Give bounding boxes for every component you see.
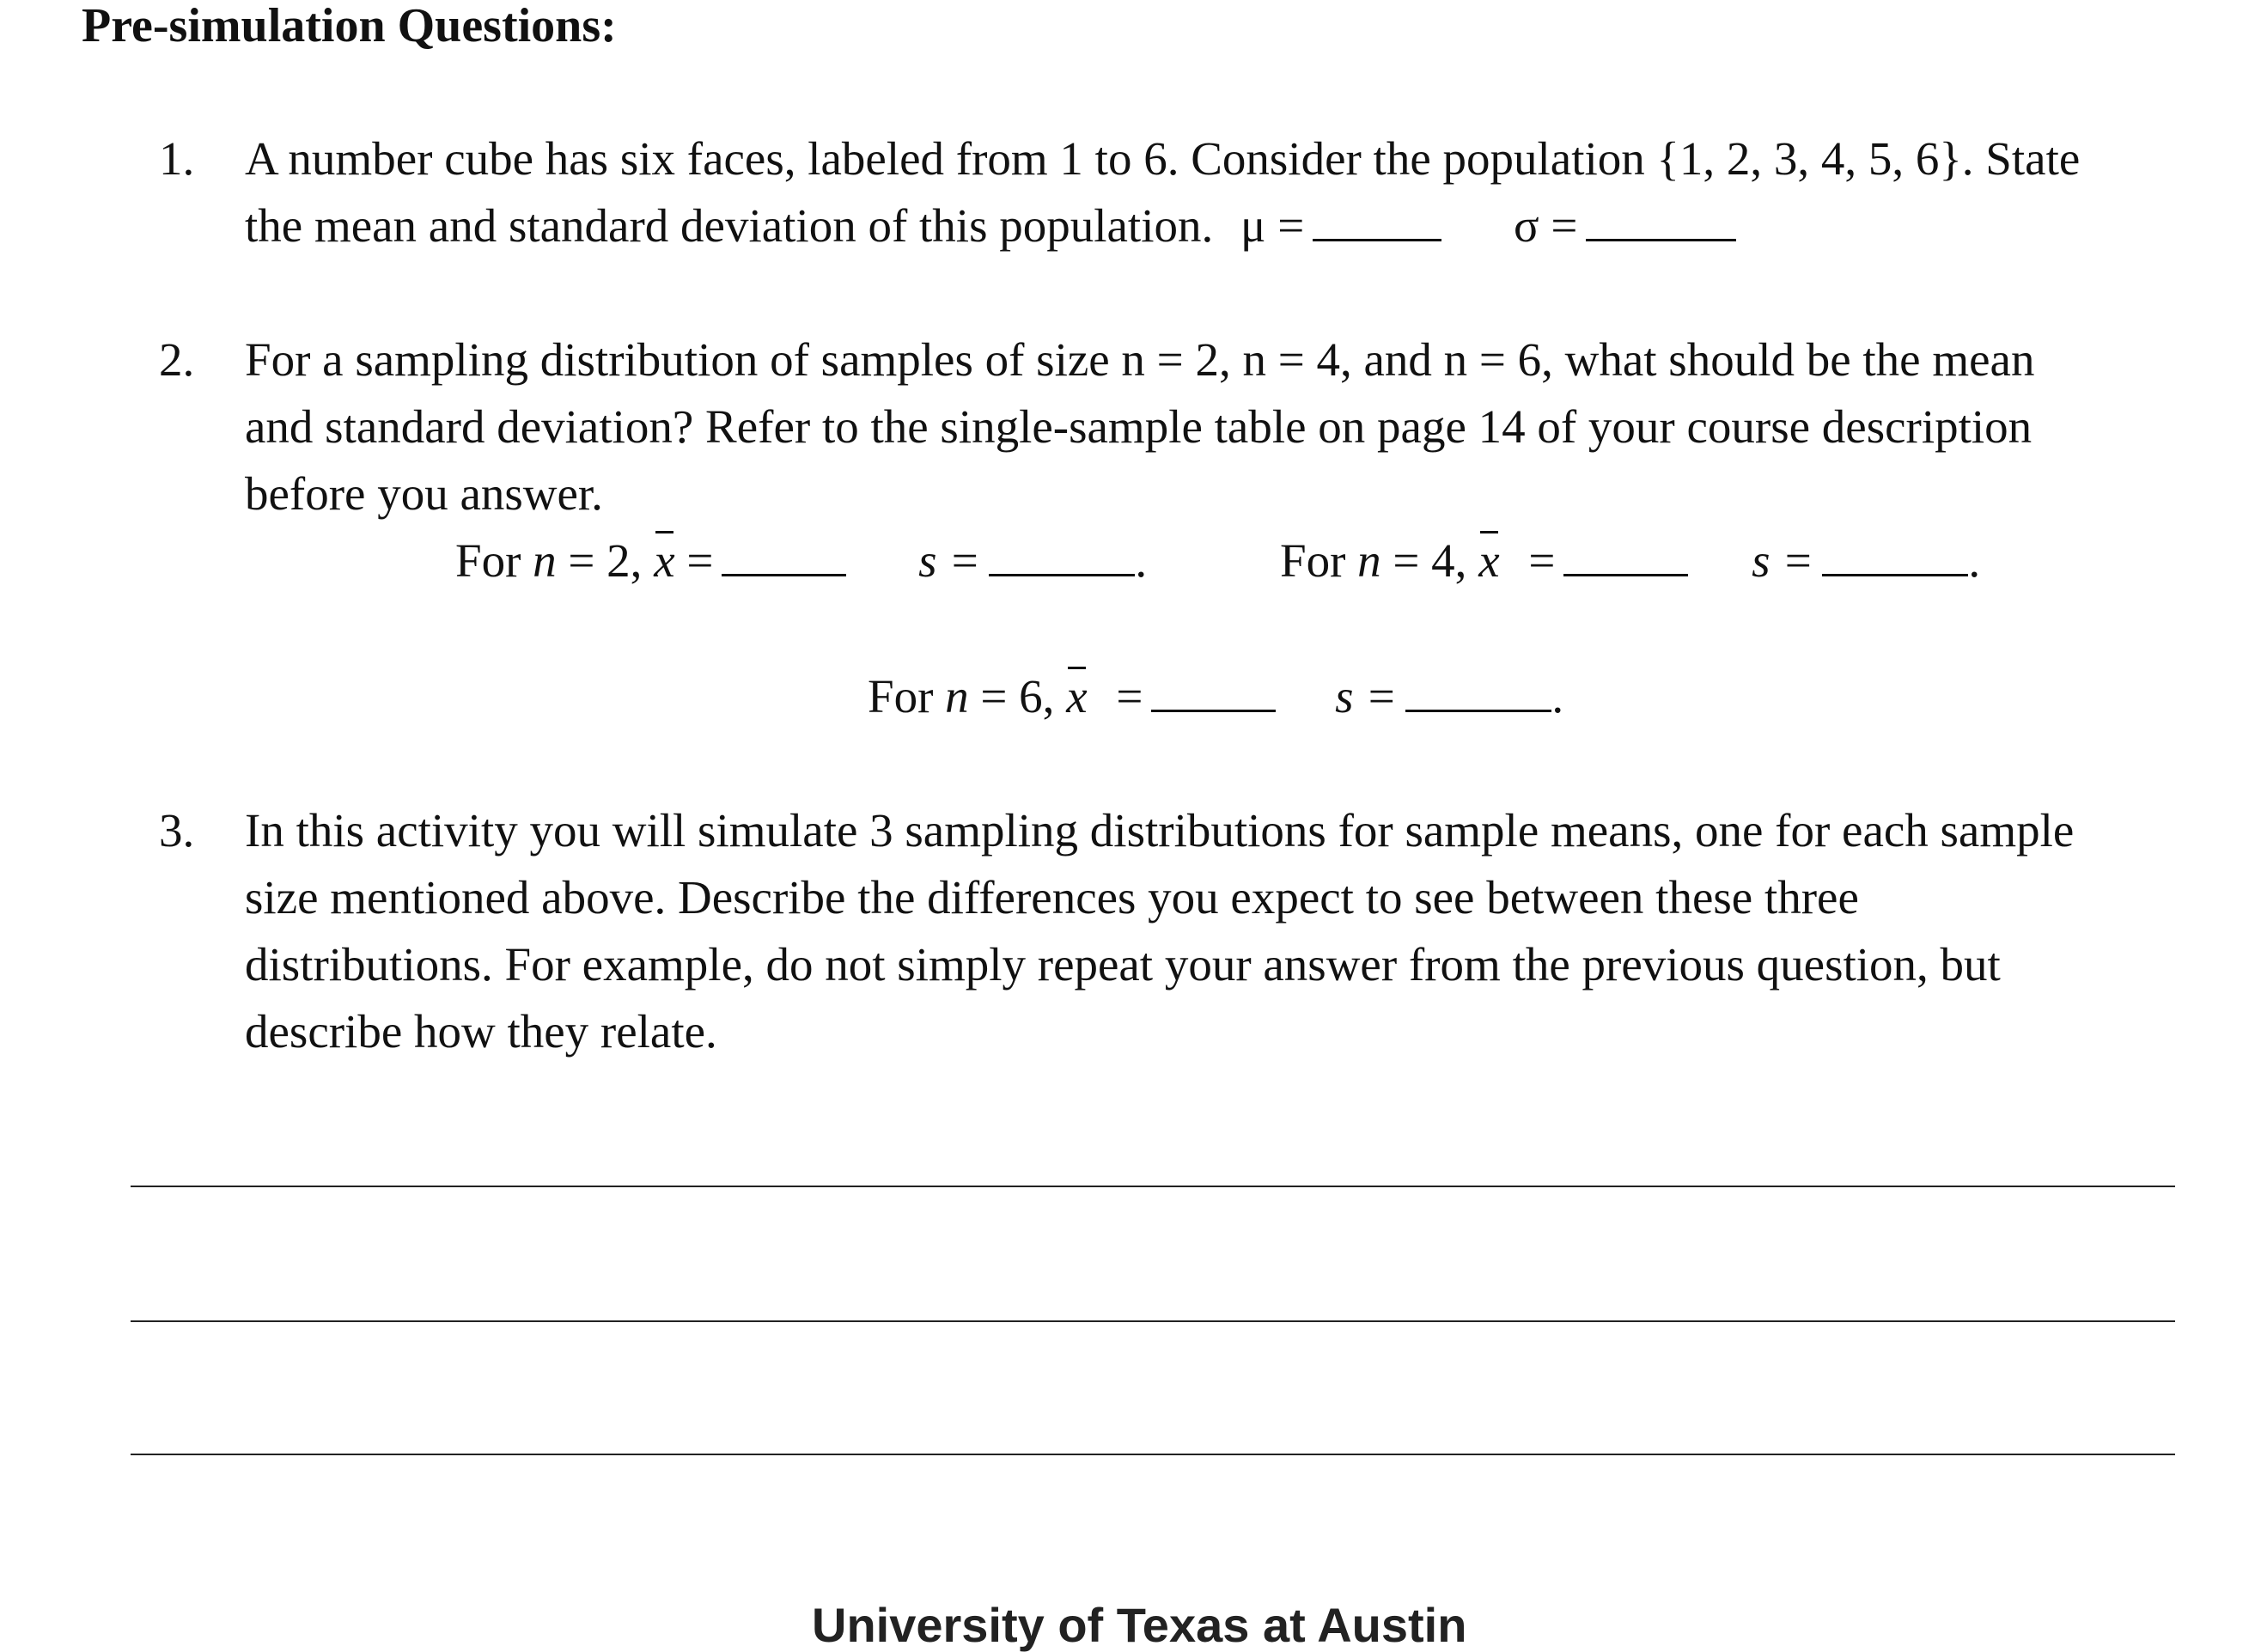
question-text: the mean and standard deviation of this population. — [245, 199, 1214, 252]
period: . — [1551, 670, 1564, 722]
period: . — [1968, 534, 1981, 587]
xbar-symbol: x — [1066, 663, 1087, 730]
mu-label: μ = — [1240, 199, 1305, 252]
period: . — [1135, 534, 1148, 587]
question-text-line: describe how they relate. — [245, 1005, 717, 1058]
question-text-line: and standard deviation? Refer to the single-sample table on page 14 of your course description — [245, 400, 2033, 453]
n-value: = 4, — [1393, 534, 1467, 587]
answer-line[interactable] — [131, 1186, 2175, 1187]
answer-line[interactable] — [131, 1454, 2175, 1455]
sd-n4-blank[interactable] — [1822, 531, 1968, 576]
equals-sign: = — [686, 534, 714, 587]
question-number: 2. — [159, 333, 195, 386]
n-variable: n — [945, 670, 969, 722]
n-value: = 2, — [568, 534, 643, 587]
sd-n2-blank[interactable] — [989, 531, 1135, 576]
for-word: For — [1280, 534, 1346, 587]
question-text-line: A number cube has six faces, labeled from 1 to 6. Consider the population {1, 2, 3, 4, 5, 6}. State — [245, 132, 2081, 185]
answer-row-n4 — [1280, 527, 1980, 594]
question-text-line: distributions. For example, do not simply repeat your answer from the previous question, but — [245, 938, 2001, 991]
mean-n4-blank[interactable] — [1563, 531, 1688, 576]
mean-n6-blank[interactable] — [1151, 667, 1276, 712]
question-number: 1. — [159, 132, 195, 185]
question-number: 3. — [159, 804, 195, 856]
page-title: Pre-simulation Questions: — [82, 0, 617, 52]
question-text-line: before you answer. — [245, 467, 603, 520]
s-label: s = — [918, 534, 981, 587]
xbar-symbol: x — [654, 527, 674, 594]
answer-line[interactable] — [131, 1320, 2175, 1322]
question-text-line: size mentioned above. Describe the differences you expect to see between these three — [245, 871, 1859, 924]
question-text-line: For a sampling distribution of samples of size n = 2, n = 4, and n = 6, what should be the mean — [245, 333, 2035, 386]
sigma-label: σ = — [1514, 199, 1578, 252]
mu-answer-blank[interactable] — [1313, 196, 1441, 241]
n-variable: n — [533, 534, 557, 587]
s-label: s = — [1752, 534, 1814, 587]
s-label: s = — [1335, 670, 1398, 722]
n-value: = 6, — [980, 670, 1055, 722]
answer-row-n2 — [455, 527, 1147, 594]
for-word: For — [455, 534, 521, 587]
sigma-answer-blank[interactable] — [1586, 196, 1736, 241]
for-word: For — [868, 670, 934, 722]
equals-sign: = — [1116, 670, 1143, 722]
equals-sign: = — [1528, 534, 1556, 587]
mean-n2-blank[interactable] — [722, 531, 846, 576]
answer-row-n6 — [868, 663, 1563, 730]
footer-text: University of Texas at Austin — [812, 1598, 1467, 1652]
xbar-symbol: x — [1478, 527, 1499, 594]
question-text-line — [245, 192, 1736, 259]
sd-n6-blank[interactable] — [1405, 667, 1551, 712]
question-text-line: In this activity you will simulate 3 sampling distributions for sample means, one for each sample — [245, 804, 2075, 856]
n-variable: n — [1357, 534, 1381, 587]
